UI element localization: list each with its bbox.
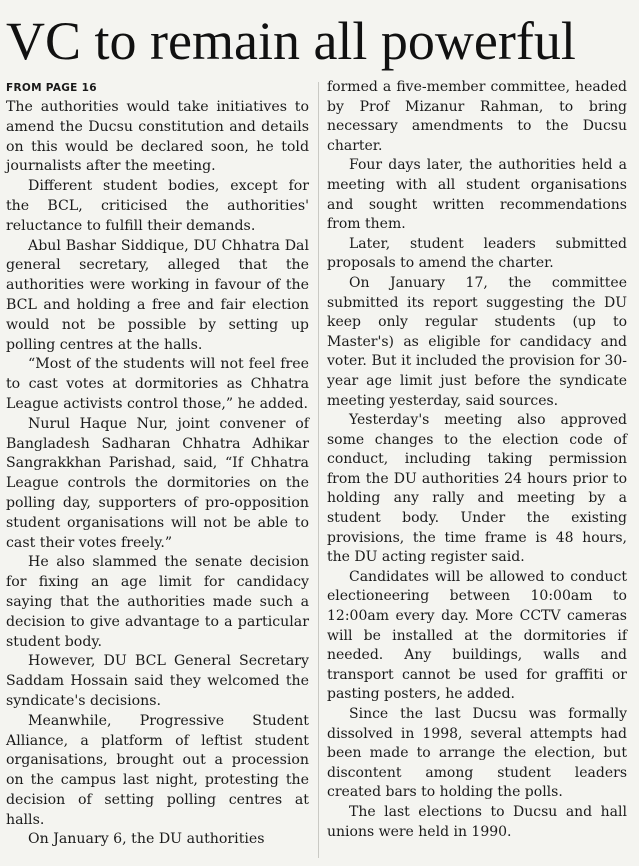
paragraph: Yesterday's meeting also approved some changes to the election code of conduct, including taking permission from the DU authorities 24 hours prior to holding any rally and meeting by a student body. Under the existing provisions, the time frame is 48 hours, the DU acting register said. [327,412,627,566]
headline: VC to remain all powerful [6,11,576,71]
article-column-left [6,78,309,850]
paragraph: However, DU BCL General Secretary Saddam Hossain said they welcomed the syndicate's decisions. [6,653,309,709]
paragraph: “Most of the students will not feel free to cast votes at dormitories as Chhatra League activists control those,” he added. [6,356,309,412]
article-column-right [327,78,627,842]
paragraph: Different student bodies, except for the BCL, criticised the authorities' reluctance to fulfill their demands. [6,178,309,234]
paragraph: Candidates will be allowed to conduct electioneering between 10:00am to 12:00am every day. More CCTV cameras will be installed at the dormitories if needed. Any buildings, walls and transport cannot be used for graffiti or pasting posters, he added. [327,568,627,703]
paragraph: Since the last Ducsu was formally dissolved in 1998, several attempts had been made to arrange the election, but discontent among student leaders created bars to holding the polls. [327,706,627,801]
paragraph: Meanwhile, Progressive Student Alliance, a platform of leftist student organisations, brought out a procession on the campus last night, protesting the decision of setting polling centres at halls. [6,712,309,828]
paragraph: On January 6, the DU authorities [28,831,265,848]
paragraph: The last elections to Ducsu and hall unions were held in 1990. [327,803,627,840]
paragraph: He also slammed the senate decision for fixing an age limit for candidacy saying that the authorities made such a decision to give advantage to a particular student body. [6,554,309,650]
paragraph: Abul Bashar Siddique, DU Chhatra Dal general secretary, alleged that the authorities were working in favour of the BCL and holding a free and fair election would not be possible by setting up polling centres at the halls. [6,237,309,353]
continuation-kicker: FROM PAGE 16 [6,82,97,94]
paragraph: formed a five-member committee, headed by Prof Mizanur Rahman, to bring necessary amendments to the Ducsu charter. [327,79,627,154]
paragraph: Later, student leaders submitted proposals to amend the charter. [327,235,627,272]
paragraph: Four days later, the authorities held a meeting with all student organisations and sought written recommendations from them. [327,157,627,233]
paragraph: The authorities would take initiatives to amend the Ducsu constitution and details on this would be declared soon, he told journalists after the meeting. [6,99,309,175]
column-divider [318,82,319,858]
paragraph: Nurul Haque Nur, joint convener of Bangladesh Sadharan Chhatra Adhikar Sangrakkhan Parishad, said, “If Chhatra League controls the dormitories on the polling day, supporters of pro-opposition student organisations will not be able to cast their votes freely.” [6,415,309,551]
paragraph: On January 17, the committee submitted its report suggesting the DU keep only regular students (up to Master's) as eligible for candidacy and voter. But it included the provision for 30-year age limit just before the syndicate meeting yesterday, said sources. [327,274,627,409]
